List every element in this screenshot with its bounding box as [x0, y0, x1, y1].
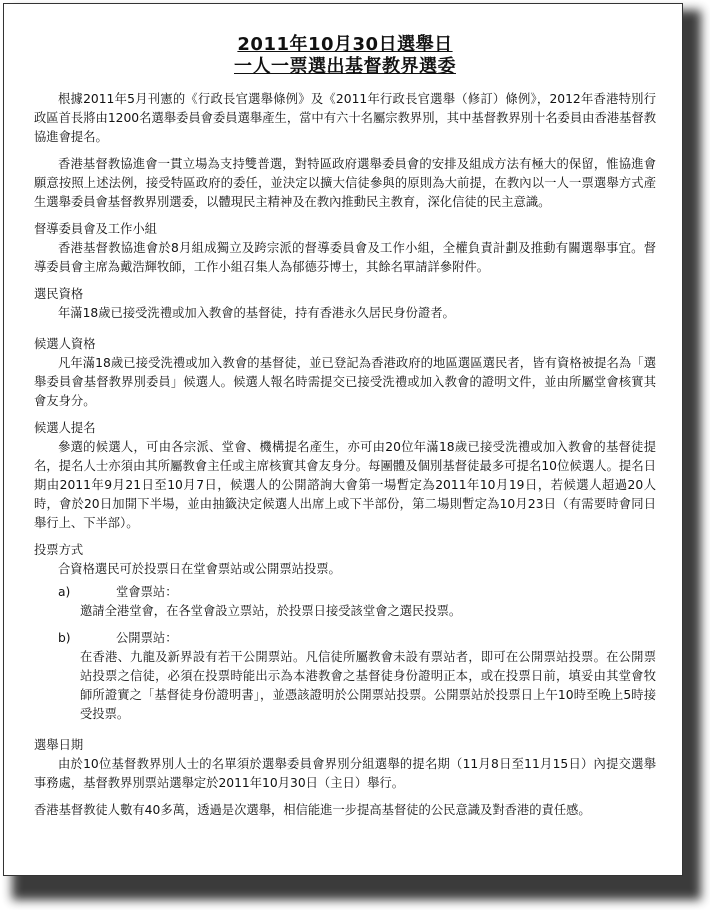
closing-paragraph: 香港基督教徒人數有40多萬，透過是次選舉，相信能進一步提高基督徒的公民意識及對香港的責任感。	[34, 803, 591, 817]
document-page	[3, 3, 683, 876]
committee-heading: 督導委員會及工作小組	[34, 222, 157, 236]
voting-heading: 投票方式	[34, 543, 84, 557]
voter-body: 年滿18歲已接受洗禮或加入教會的基督徒，持有香港永久居民身份證者。	[58, 306, 455, 320]
item-b-title: 公開票站：	[116, 631, 178, 645]
voting-body: 合資格選民可於投票日在堂會票站或公開票站投票。	[58, 562, 341, 576]
nomination-body: 參選的候選人，可由各宗派、堂會、機構提名產生，亦可由20位年滿18歲已接受洗禮或加入教會的基督徒提名，提名人士亦須由其所屬教會主任或主席核實其會友身分。每團體及個別基督徒最多可提名10位候選人。提名日期由2011年9月21日至10月7日，候選人的公開諮詢大會第一場暫定為2011年10月19日，若候選人超過20人時，會於20日加開下半場，並由抽籤決定候選人出席上或下半部份，第二場則暫定為10月23日（有需要時會同日舉行上、下半部）。	[34, 440, 656, 530]
intro-paragraph: 根據2011年5月刊憲的《行政長官選舉條例》及《2011年行政長官選舉（修訂）條例》，2012年香港特別行政區首長將由1200名選舉委員會委員選舉產生，當中有六十名屬宗教界別，其中基督教界別十名委員由香港基督教協進會提名。	[34, 92, 656, 144]
voter-heading: 選民資格	[34, 287, 84, 301]
election-body: 由於10位基督教界別人士的名單須於選舉委員會界別分組選舉的提名期（11月8日至11月15日）內提交選舉事務處，基督教界別票站選舉定於2011年10月30日（主日）舉行。	[34, 757, 656, 790]
item-b-body: 在香港、九龍及新界設有若干公開票站。凡信徒所屬教會未設有票站者，即可在公開票站投票。在公開票站投票之信徒，必須在投票時能出示為本港教會之基督徒身份證明正本，或在投票日前，填妥由其堂會牧師所證實之「基督徒身份證明書」，並憑該證明於公開票站投票。公開票站於投票日上午10時至晚上5時接受投票。	[80, 650, 656, 721]
committee-body: 香港基督教協進會於8月組成獨立及跨宗派的督導委員會及工作小組，全權負責計劃及推動有關選舉事宜。督導委員會主席為戴浩輝牧師，工作小組召集人為郁德芬博士，其餘名單請詳參附件。	[34, 241, 656, 274]
candidate-body: 凡年滿18歲已接受洗禮或加入教會的基督徒，並已登記為香港政府的地區選區選民者，皆有資格被提名為「選舉委員會基督教界別委員」候選人。候選人報名時需提交已接受洗禮或加入教會的證明文件，並由所屬堂會核實其會友身分。	[34, 356, 656, 408]
title-date: 2011年10月30日選舉日	[237, 34, 453, 55]
item-a-marker: a)	[58, 585, 71, 599]
item-a-body: 邀請全港堂會，在各堂會設立票站，於投票日接受該堂會之選民投票。	[80, 604, 462, 618]
item-a-title: 堂會票站：	[116, 585, 178, 599]
item-a	[34, 583, 656, 602]
title-main: 一人一票選出基督教界選委	[234, 56, 456, 77]
item-b-marker: b)	[58, 631, 71, 645]
candidate-heading: 候選人資格	[34, 337, 96, 351]
position-paragraph: 香港基督教協進會一貫立場為支持雙普選，對特區政府選舉委員會的安排及組成方法有極大的保留，惟協進會願意按照上述法例，接受特區政府的委任，並決定以擴大信徒參與的原則為大前提，在教內以一人一票選舉方式產生選舉委員會基督教界別選委，以體現民主精神及在教內推動民主教育，深化信徒的民主意識。	[34, 157, 656, 209]
item-b	[34, 629, 656, 648]
nomination-heading: 候選人提名	[34, 421, 96, 435]
election-heading: 選舉日期	[34, 738, 84, 752]
